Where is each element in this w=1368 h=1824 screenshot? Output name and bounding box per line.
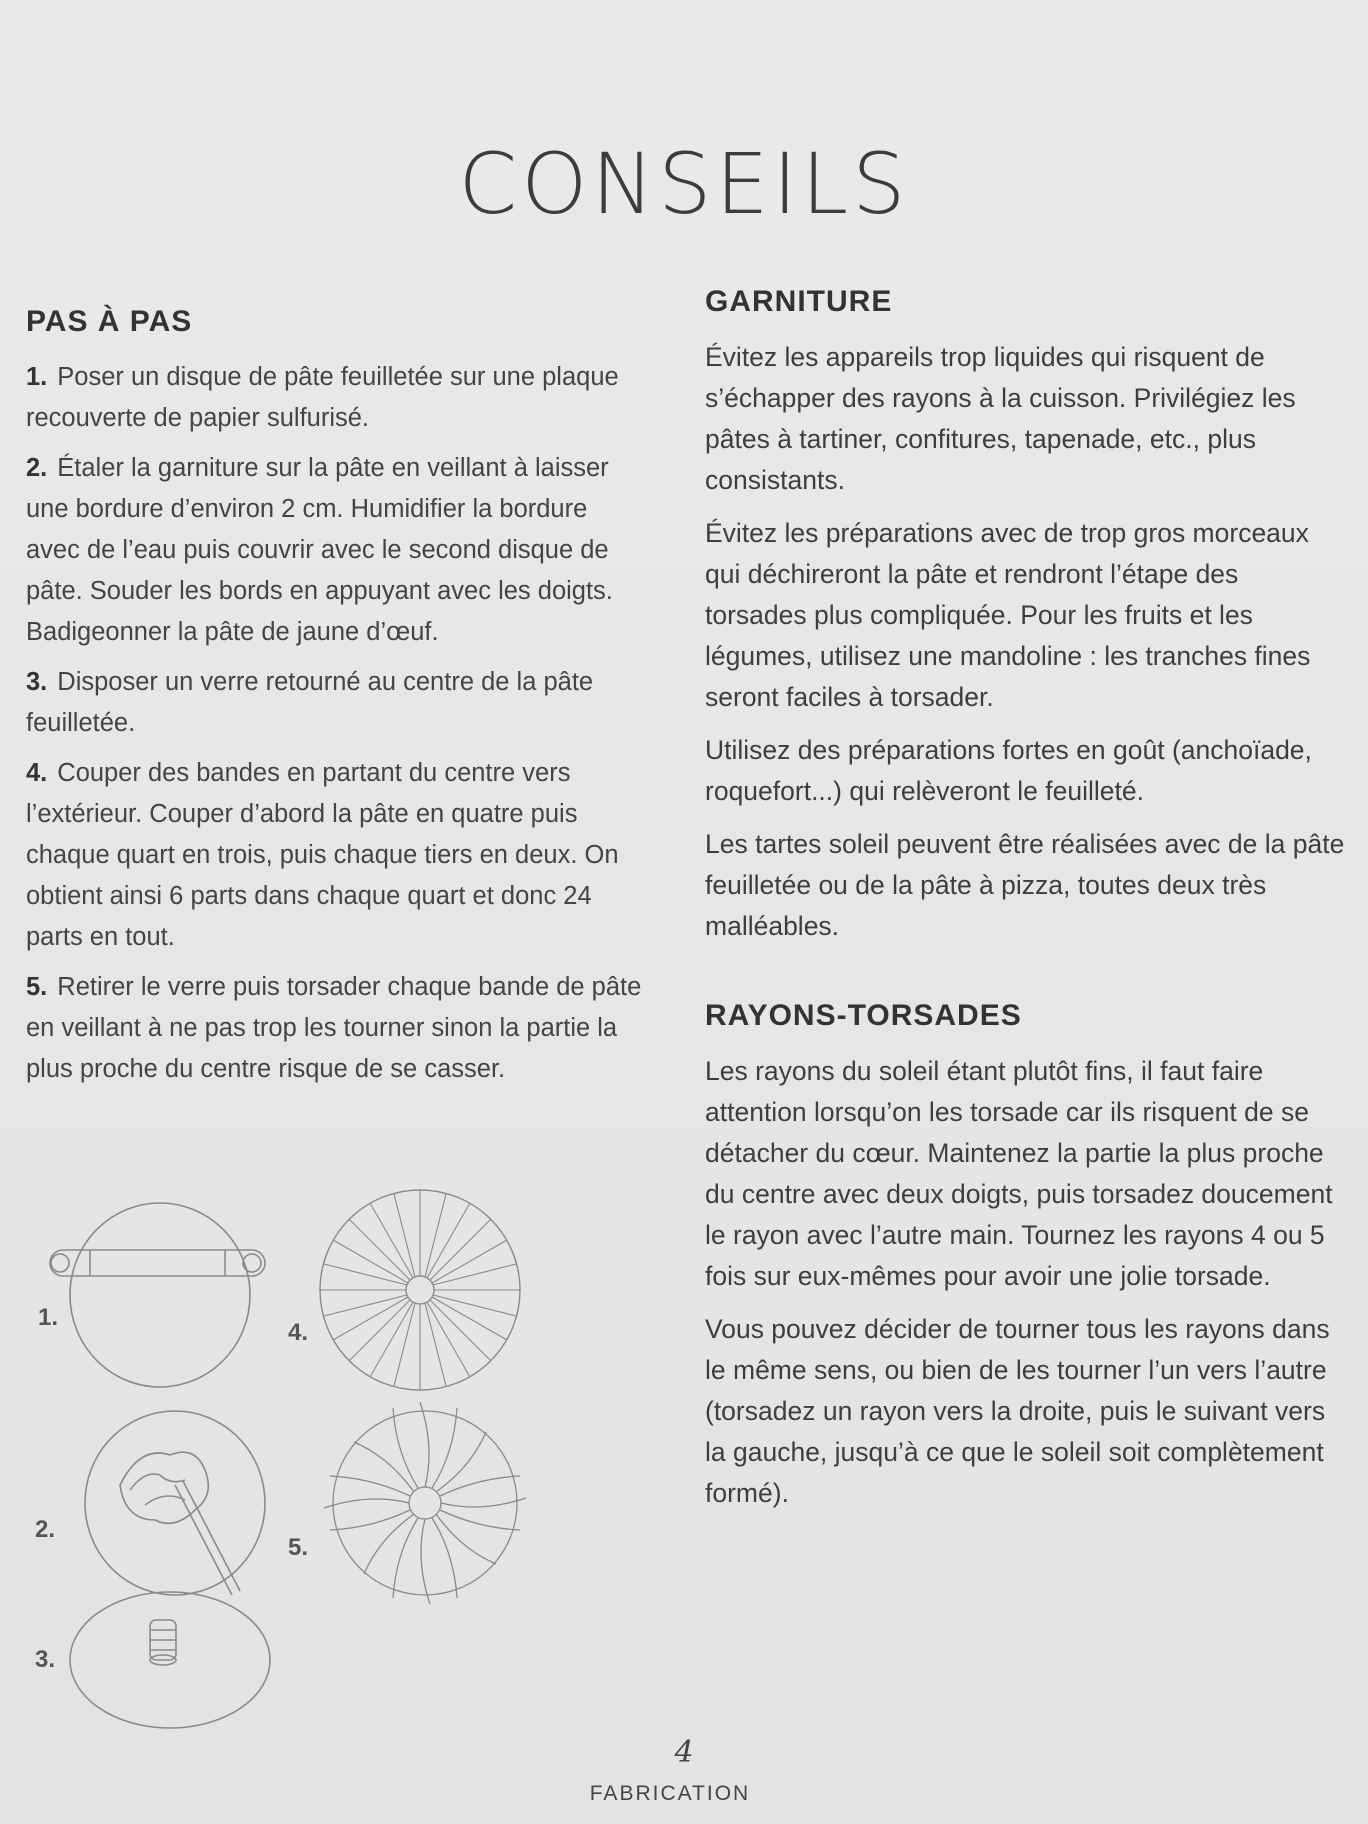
illustration-label: 1. <box>38 1304 59 1331</box>
garniture-paragraph: Évitez les appareils trop liquides qui risquent de s’échapper des rayons à la cuisson. Privilégiez les pâtes à tartiner, confitures, tapenade, etc., plus consistants. <box>705 342 1296 495</box>
tips-column <box>705 285 1345 1526</box>
step-number: 3. <box>26 668 48 696</box>
illustration-label: 2. <box>35 1516 56 1543</box>
illustration-step-5 <box>324 1402 526 1604</box>
illustration-step-2 <box>85 1411 265 1595</box>
illustration-step-4 <box>320 1190 520 1390</box>
step-text: Retirer le verre puis torsader chaque bande de pâte en veillant à ne pas trop les tourner sinon la partie la plus proche du centre risque de se casser. <box>26 973 642 1083</box>
garniture-heading: GARNITURE <box>705 285 893 318</box>
step-text: Couper des bandes en partant du centre vers l’extérieur. Couper d’abord la pâte en quatre puis chaque quart en trois, puis chaque tiers en deux. On obtient ainsi 6 parts dans chaque quart et donc 24 parts en tout. <box>26 759 619 951</box>
step-text: Étaler la garniture sur la pâte en veillant à laisser une bordure d’environ 2 cm. Humidifier la bordure avec de l’eau puis couvrir avec le second disque de pâte. Souder les bords en appuyant avec les doigts. Badigeonner la pâte de jaune d’œuf. <box>26 454 613 646</box>
step-text: Disposer un verre retourné au centre de la pâte feuilletée. <box>26 668 594 737</box>
step-by-step-heading: PAS À PAS <box>26 305 193 338</box>
step-by-step-column <box>26 305 646 1099</box>
step-number: 1. <box>26 363 48 391</box>
page-title: CONSEILS <box>458 135 910 233</box>
garniture-paragraph: Évitez les préparations avec de trop gros morceaux qui déchireront la pâte et rendront l’étape des torsades plus compliquée. Pour les fruits et les légumes, utilisez une mandoline : les tranches fines seront faciles à torsader. <box>705 518 1311 712</box>
step-number: 5. <box>26 973 48 1001</box>
garniture-paragraph: Utilisez des préparations fortes en goût (anchoïade, roquefort...) qui relèveront le feuilleté. <box>705 735 1312 806</box>
illustration-step-1 <box>50 1203 265 1387</box>
rayons-paragraph: Vous pouvez décider de tourner tous les rayons dans le même sens, ou bien de les tourner l’un vers l’autre (torsadez un rayon vers la droite, puis le suivant vers la gauche, jusqu’à ce que le soleil soit complètement formé). <box>705 1314 1330 1508</box>
step-item <box>26 753 646 958</box>
step-item <box>26 967 646 1090</box>
rayons-paragraph: Les rayons du soleil étant plutôt fins, il faut faire attention lorsqu’on les torsade car ils risquent de se détacher du cœur. Maintenez la partie la plus proche du centre avec deux doigts, puis torsadez doucement le rayon avec l’autre main. Tournez les rayons 4 ou 5 fois sur eux-mêmes pour avoir une jolie torsade. <box>705 1056 1333 1291</box>
illustration-label: 5. <box>288 1534 309 1561</box>
step-item <box>26 357 646 439</box>
step-illustrations <box>20 1185 540 1730</box>
step-number: 2. <box>26 454 48 482</box>
garniture-paragraph: Les tartes soleil peuvent être réalisées avec de la pâte feuilletée ou de la pâte à pizza, toutes deux très malléables. <box>705 829 1345 941</box>
section-label: FABRICATION <box>589 1782 751 1805</box>
step-text: Poser un disque de pâte feuilletée sur une plaque recouverte de papier sulfurisé. <box>26 363 619 432</box>
illustration-step-3 <box>70 1592 270 1728</box>
step-item <box>26 448 646 653</box>
rayons-heading: RAYONS-TORSADES <box>705 999 1022 1032</box>
step-item <box>26 662 646 744</box>
illustration-label: 3. <box>35 1646 56 1673</box>
step-number: 4. <box>26 759 48 787</box>
page-number: 4 <box>674 1735 694 1770</box>
illustration-label: 4. <box>288 1319 309 1346</box>
